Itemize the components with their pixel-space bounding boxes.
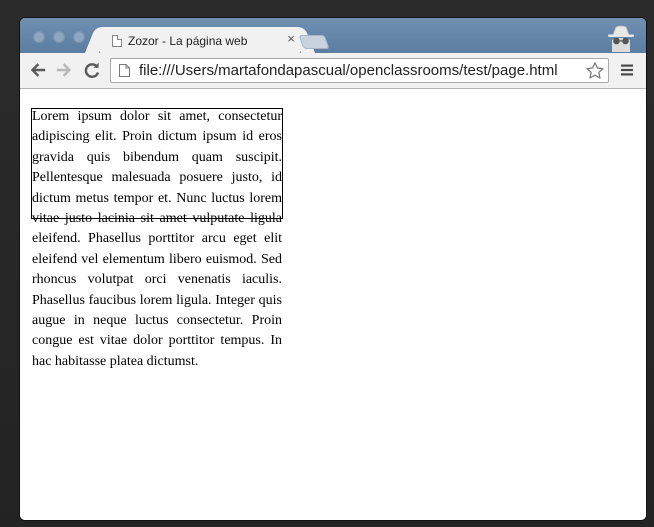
lorem-paragraph: Lorem ipsum dolor sit amet, consectetur adipiscing elit. Proin dictum ipsum id eros gravida quis bibendum quam suscipit. Pellentesque malesuada posuere justo, id dictum metus tempor et. Nunc luctus lorem vitae justo lacinia sit amet vulputate ligula eleifend. Phasellus porttitor arcu eget elit eleifend vel elementum libero euismod. Sed rhoncus volutpat orci venenatis iaculis. Phasellus faucibus lorem ligula. Integer quis augue in neque luctus consectetur. Proin congue est vitae dolor porttitor tempus. In hac habitasse platea dictumst. <box>32 109 282 369</box>
browser-window <box>20 18 646 520</box>
window-close-button[interactable] <box>33 31 45 43</box>
new-tab-button[interactable] <box>298 35 329 49</box>
reload-icon[interactable] <box>81 59 103 81</box>
page-icon <box>119 64 130 77</box>
incognito-icon <box>604 24 638 52</box>
tab-title: Zozor - La página web <box>128 34 248 48</box>
title-bar <box>20 18 646 53</box>
browser-toolbar <box>20 53 646 89</box>
tab-close-button[interactable]: × <box>287 31 295 46</box>
address-bar[interactable] <box>110 58 609 83</box>
url-text: file:///Users/martafondapascual/openclassrooms/test/page.html <box>139 62 558 79</box>
window-minimize-button[interactable] <box>53 31 65 43</box>
browser-tab[interactable] <box>100 27 300 54</box>
back-arrow-icon[interactable] <box>27 59 49 81</box>
forward-arrow-icon[interactable] <box>53 59 75 81</box>
hamburger-menu-icon[interactable] <box>620 63 634 77</box>
star-icon[interactable] <box>585 61 605 81</box>
page-icon <box>112 35 122 47</box>
page-viewport[interactable] <box>20 89 646 520</box>
window-maximize-button[interactable] <box>73 31 85 43</box>
content-block <box>32 107 282 372</box>
